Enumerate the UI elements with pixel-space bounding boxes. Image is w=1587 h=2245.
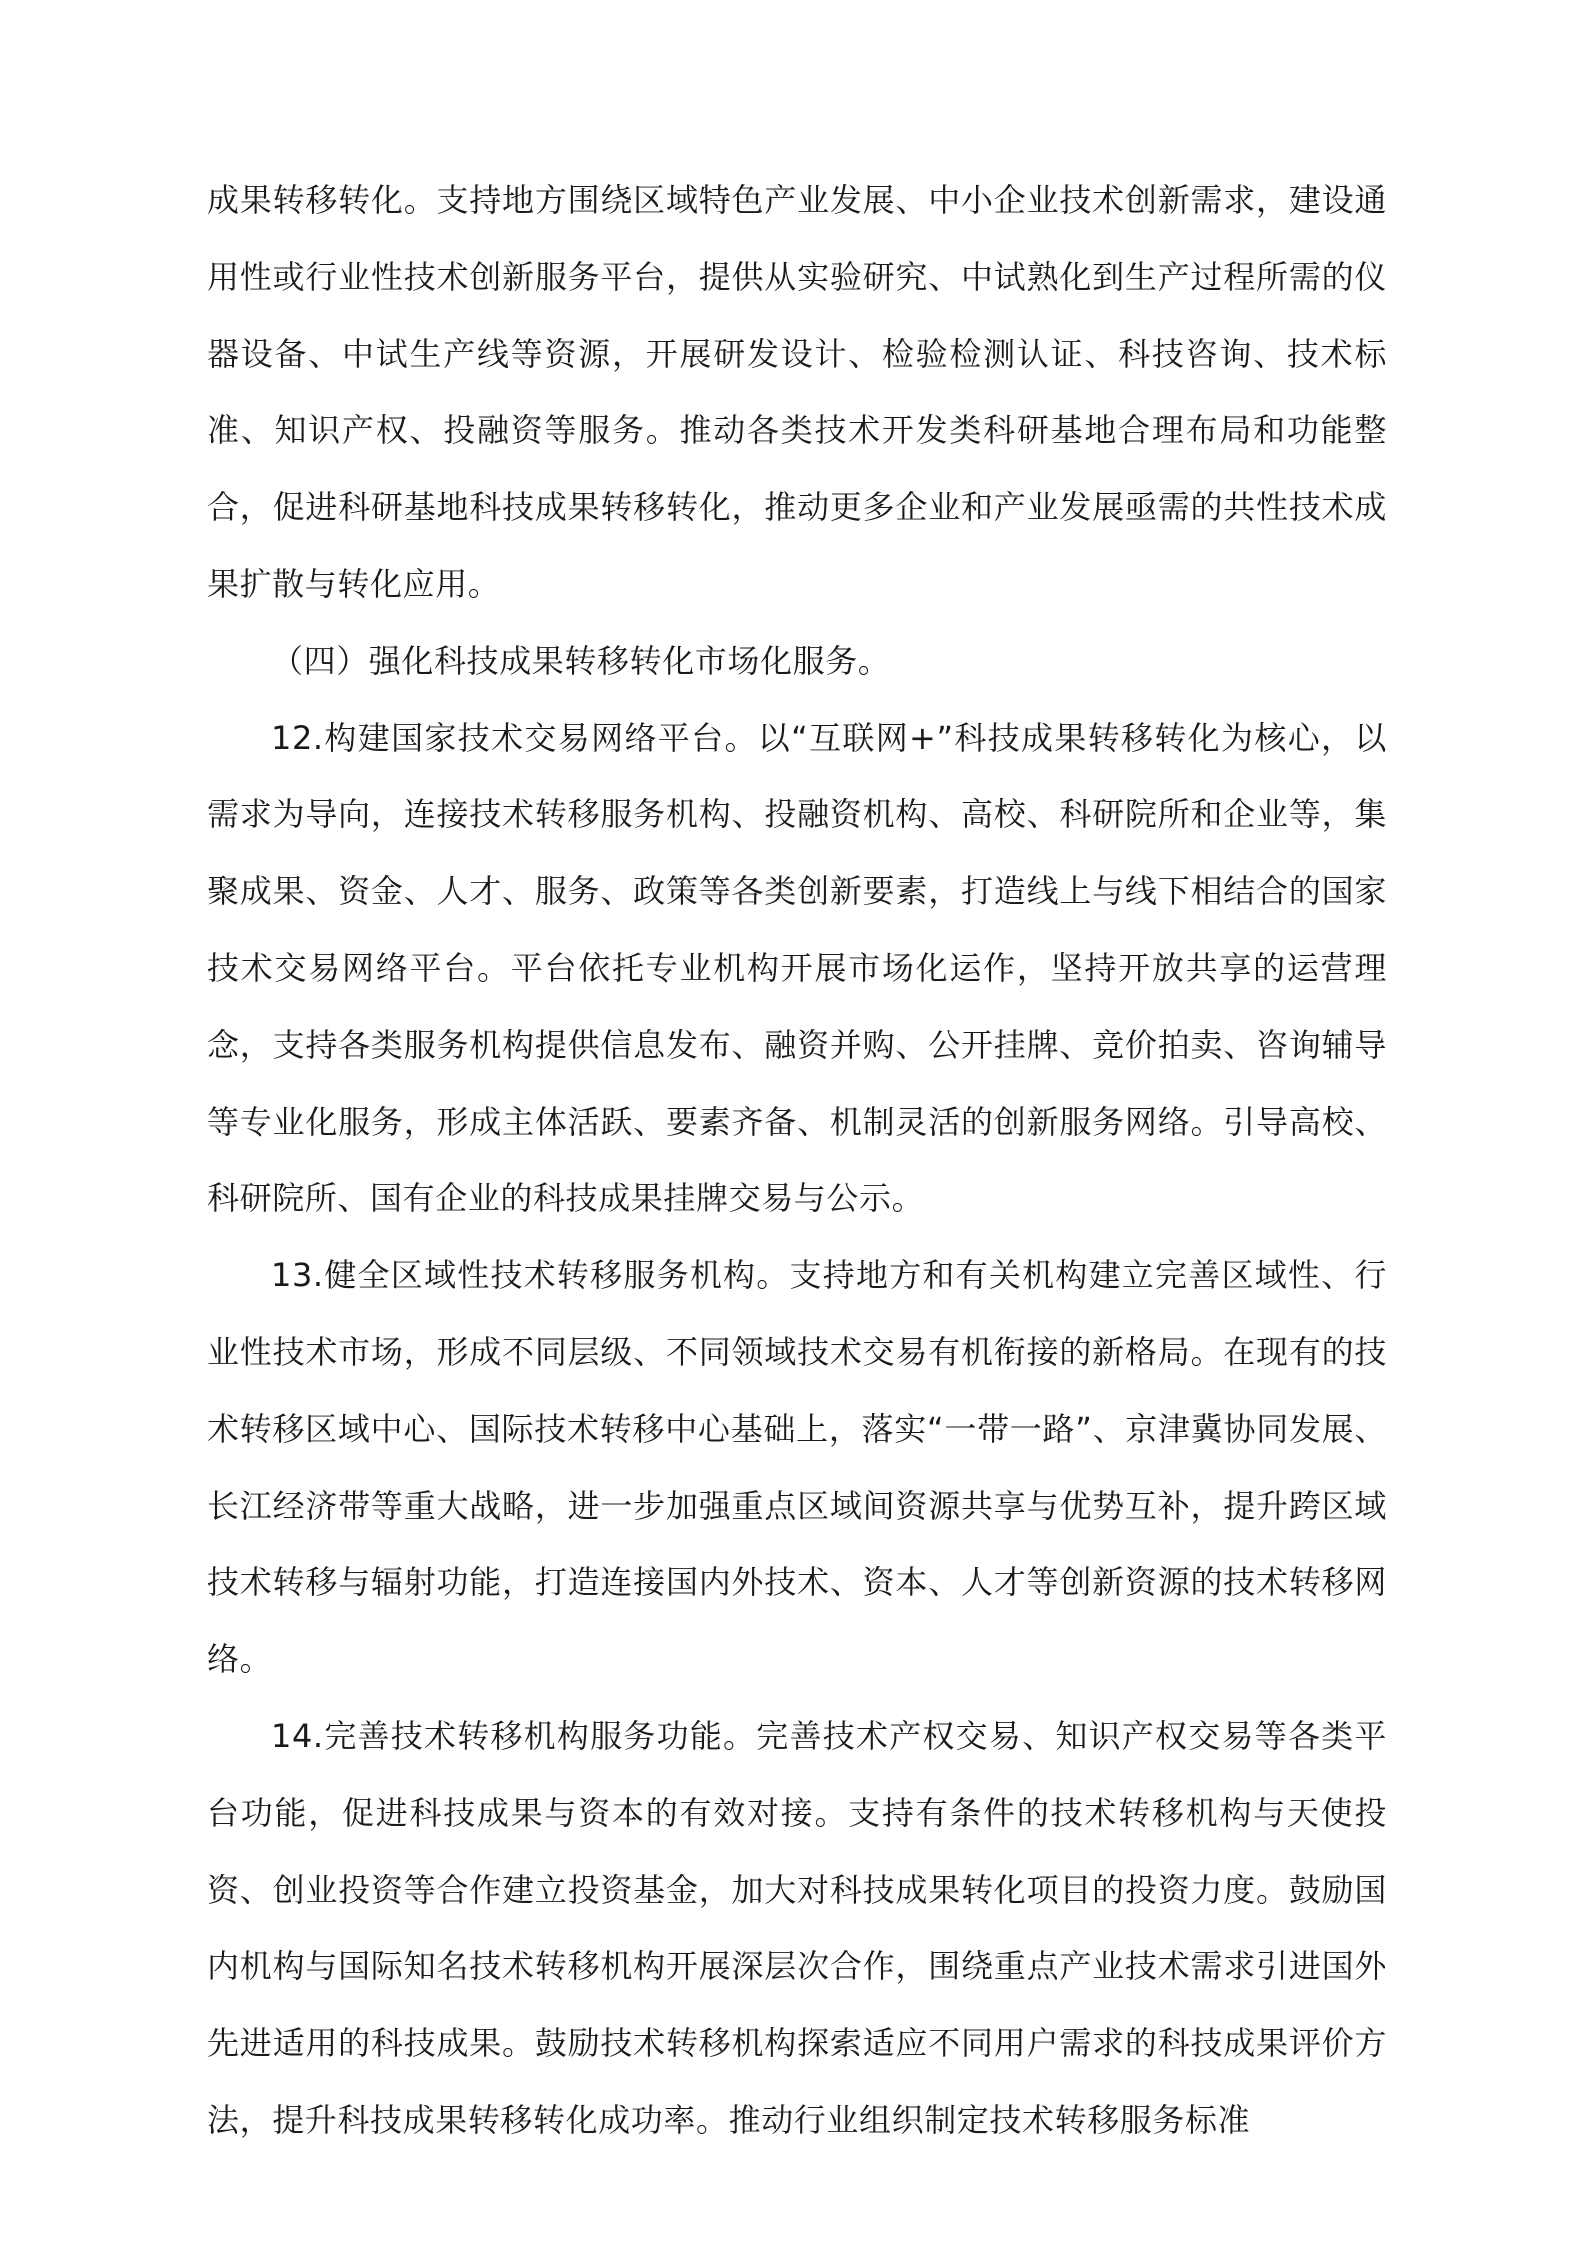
section-heading	[207, 623, 1387, 700]
document-body	[207, 162, 1387, 2159]
item-title: 13.健全区域性技术转移服务机构。	[271, 1256, 790, 1295]
section-heading-text: （四）强化科技成果转移转化市场化服务。	[271, 641, 891, 680]
item-text: 支持地方和有关机构建立完善区域性、行业性技术市场，形成不同层级、不同领域技术交易有机衔接的新格局。在现有的技术转移区域中心、国际技术转移中心基础上，落实“一带一路”、京津冀协同发展、长江经济带等重大战略，进一步加强重点区域间资源共享与优势互补，提升跨区域技术转移与辐射功能，打造连接国内外技术、资本、人才等创新资源的技术转移网络。	[207, 1256, 1387, 1679]
item-paragraph-14	[207, 1698, 1387, 2159]
item-text: 完善技术产权交易、知识产权交易等各类平台功能，促进科技成果与资本的有效对接。支持有条件的技术转移机构与天使投资、创业投资等合作建立投资基金，加大对科技成果转化项目的投资力度。鼓励国内机构与国际知名技术转移机构开展深层次合作，围绕重点产业技术需求引进国外先进适用的科技成果。鼓励技术转移机构探索适应不同用户需求的科技成果评价方法，提升科技成果转移转化成功率。推动行业组织制定技术转移服务标准	[207, 1716, 1388, 2139]
paragraph-text: 成果转移转化。支持地方围绕区域特色产业发展、中小企业技术创新需求，建设通用性或行业性技术创新服务平台，提供从实验研究、中试熟化到生产过程所需的仪器设备、中试生产线等资源，开展研发设计、检验检测认证、科技咨询、技术标准、知识产权、投融资等服务。推动各类技术开发类科研基地合理布局和功能整合，促进科研基地科技成果转移转化，推动更多企业和产业发展亟需的共性技术成果扩散与转化应用。	[207, 181, 1387, 603]
item-text: 以“互联网+”科技成果转移转化为核心，以需求为导向，连接技术转移服务机构、投融资机构、高校、科研院所和企业等，集聚成果、资金、人才、服务、政策等各类创新要素，打造线上与线下相结合的国家技术交易网络平台。平台依托专业机构开展市场化运作，坚持开放共享的运营理念，支持各类服务机构提供信息发布、融资并购、公开挂牌、竞价拍卖、咨询辅导等专业化服务，形成主体活跃、要素齐备、机制灵活的创新服务网络。引导高校、科研院所、国有企业的科技成果挂牌交易与公示。	[207, 718, 1387, 1218]
item-title: 14.完善技术转移机构服务功能。	[271, 1716, 757, 1755]
paragraph-continuation	[207, 162, 1387, 623]
item-paragraph-13	[207, 1237, 1387, 1698]
item-title: 12.构建国家技术交易网络平台。	[271, 718, 758, 757]
item-paragraph-12	[207, 700, 1387, 1238]
